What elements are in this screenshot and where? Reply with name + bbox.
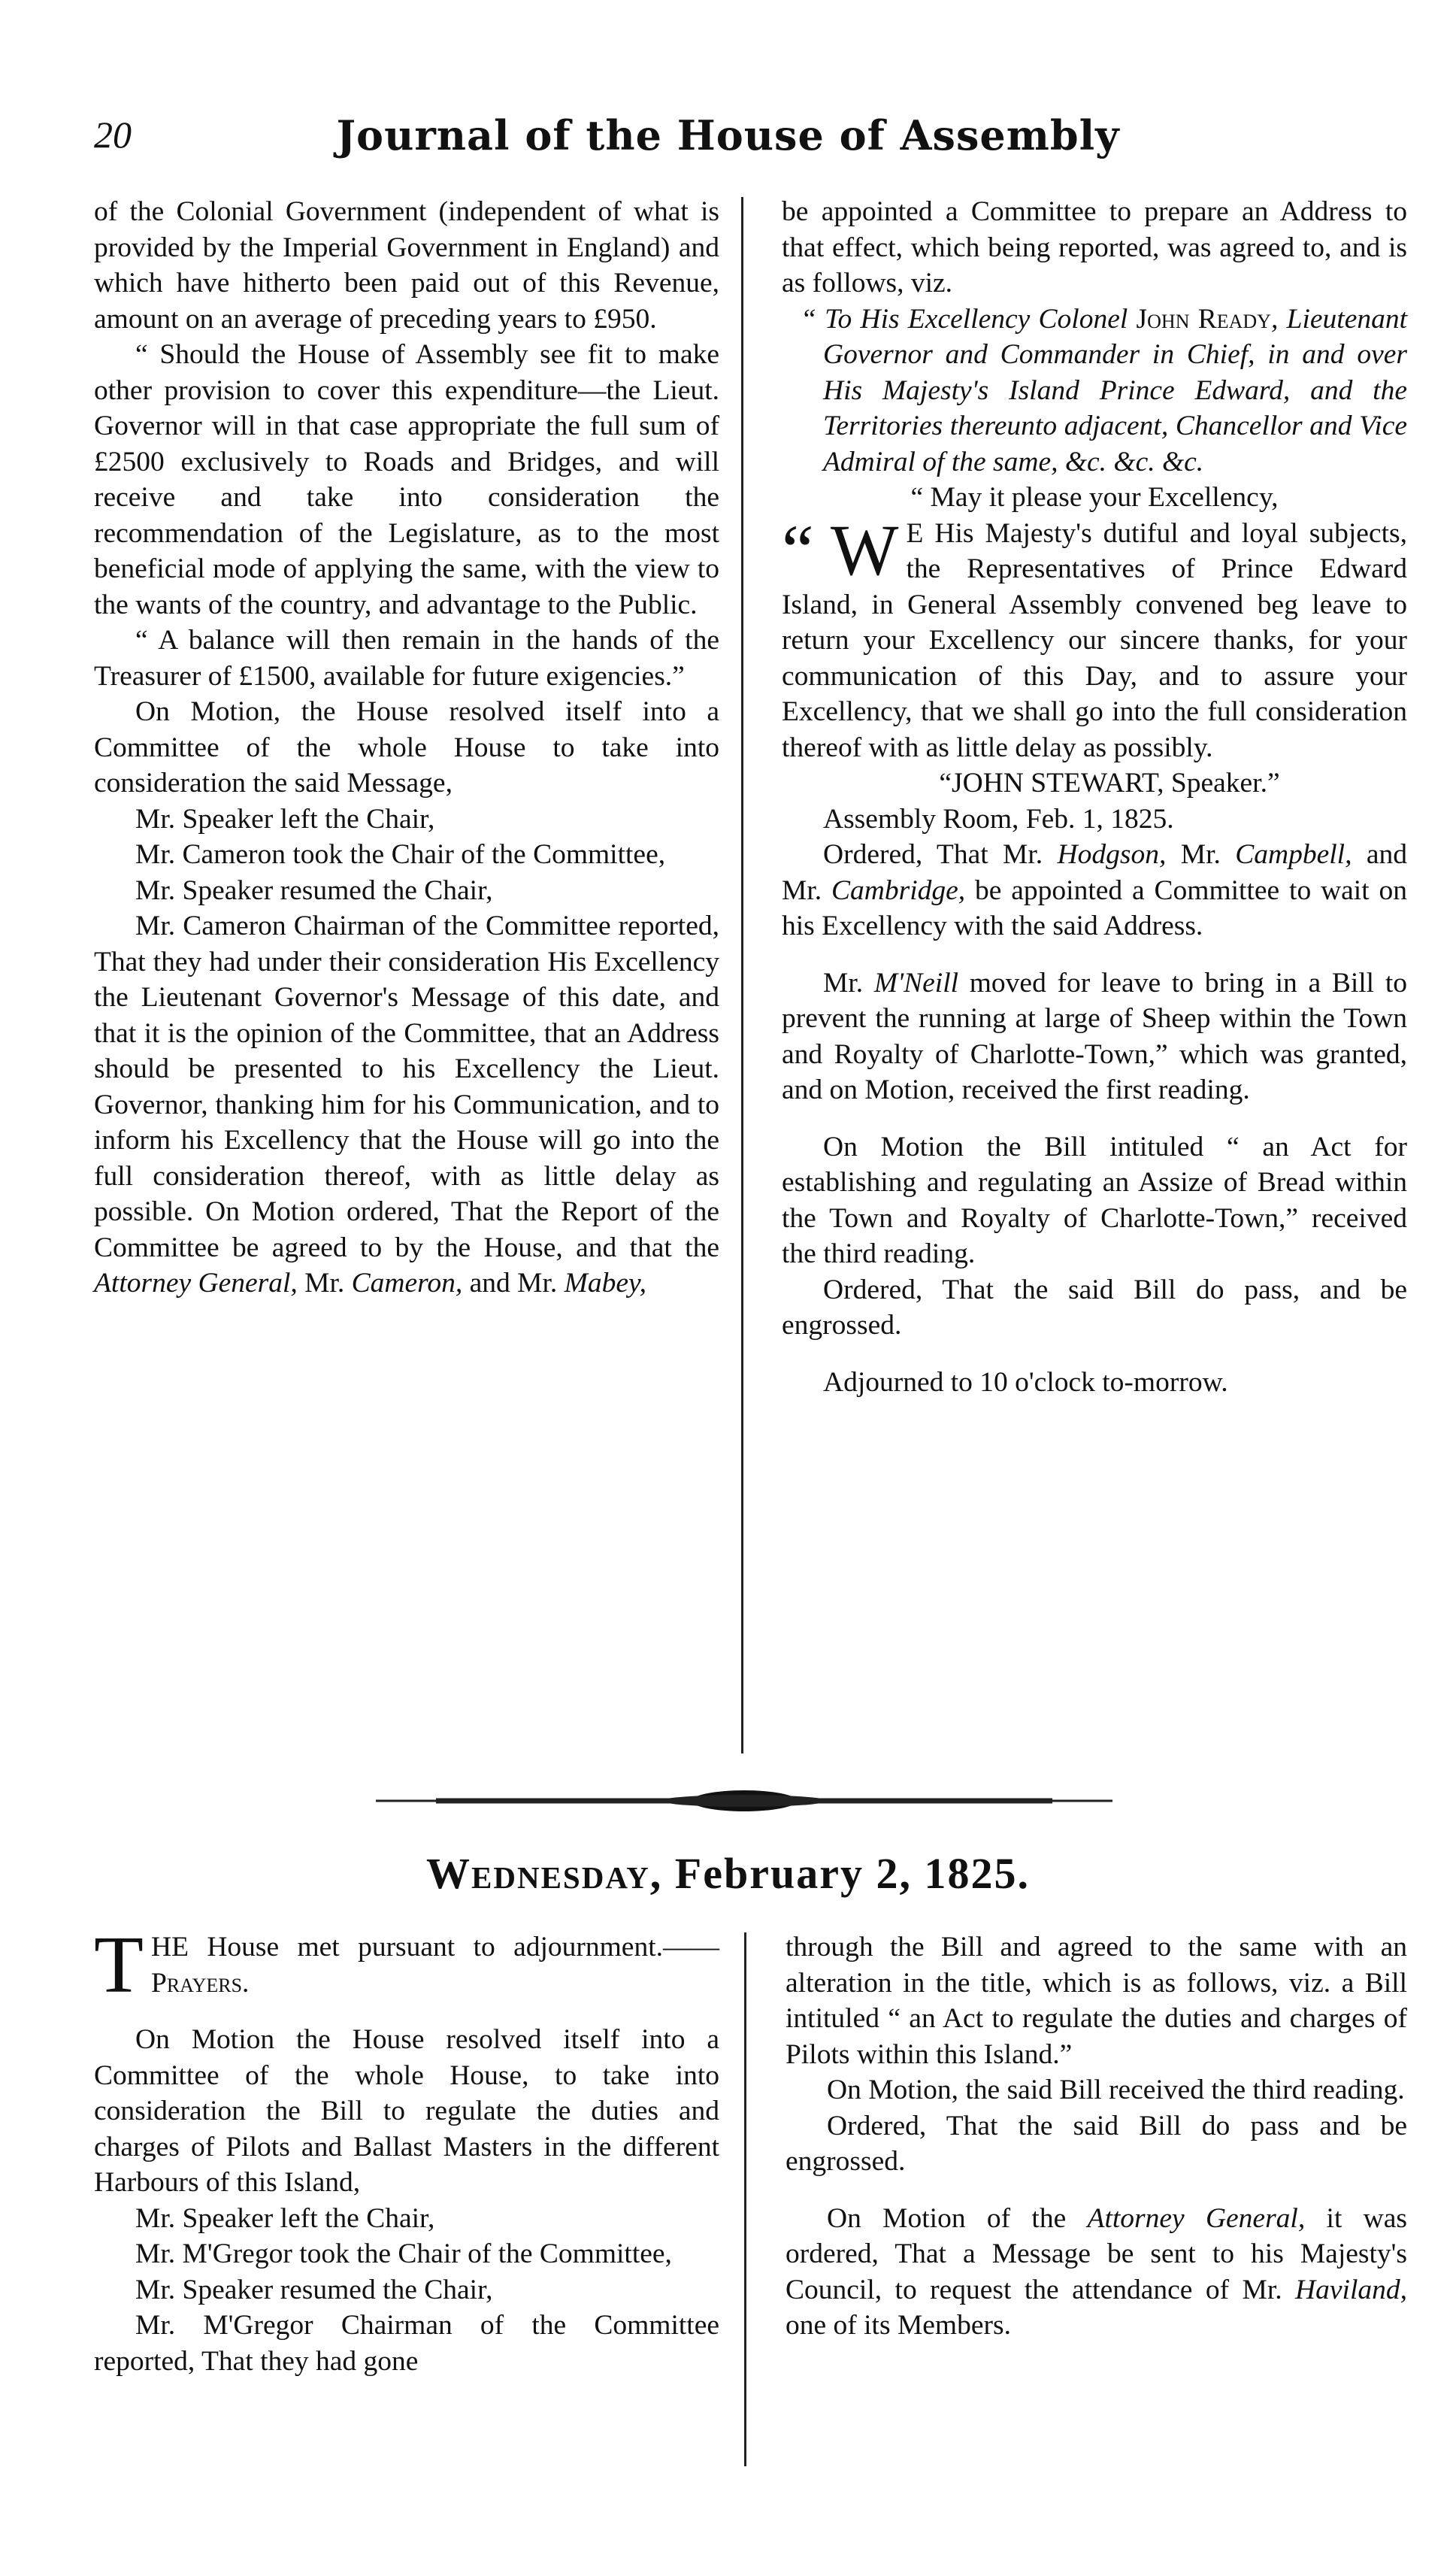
text-run: Mr.: [1166, 839, 1236, 870]
paragraph: On Motion the Bill intituled “ an Act for establishing and regulating an Assize of Bread within the Town and Royalty of Charlotte-Town,” received the third reading.: [782, 1131, 1407, 1269]
text-run: Mr.: [823, 967, 874, 999]
prayers-label: Prayers.: [150, 1967, 250, 1999]
paragraph: Mr. Speaker resumed the Chair,: [135, 2274, 493, 2305]
paragraph: “ A balance will then remain in the hands of the Treasurer of £1500, available for future exigencies.”: [94, 625, 719, 692]
address-heading: [782, 302, 1407, 480]
drop-cap: “ W: [782, 509, 899, 590]
governor-name: John Ready: [1136, 303, 1271, 335]
text-run: it was ordered, That a Message be sent to his Majesty's Council, to request the attendance of Mr.: [786, 2202, 1407, 2305]
bottom-left-column: [94, 1920, 719, 2379]
committee-report-paragraph: [94, 908, 719, 1302]
weekday: Wednesday,: [426, 1849, 663, 1898]
paragraph: Mr. Speaker resumed the Chair,: [135, 874, 493, 906]
paragraph: Mr. M'Gregor Chairman of the Committee reported, That they had gone: [94, 2310, 719, 2377]
text-run: one of its Members.: [786, 2310, 1011, 2341]
drop-cap: T: [94, 1920, 144, 2010]
text-run: “ To His Excellency Colonel: [801, 303, 1137, 335]
opening-paragraph: [94, 1920, 719, 2010]
paragraph: On Motion, the said Bill received the third reading.: [827, 2075, 1405, 2105]
italic-name: Hodgson,: [1057, 839, 1167, 870]
paragraph: “ Should the House of Assembly see fit to make other provision to cover this expenditure—the Lieut. Governor will in that case appropriate the full sum of £2500 exclusively to Roads and Bridges, and will receive and take into consideration the recommendation of the Legislature, as to the most beneficial mode of applying the same, with the view to the wants of the country, and advantage to the Public.: [94, 339, 719, 620]
text-run: be appointed a Committee to wait on his Excellency with the said Address.: [782, 874, 1408, 941]
paragraph: through the Bill and agreed to the same with an alteration in the title, which is as follows, viz. a Bill intituled “ an Act to regulate the duties and charges of Pilots within this Island.”: [786, 1932, 1407, 2070]
adjournment: Adjourned to 10 o'clock to-morrow.: [823, 1366, 1228, 1398]
text-run: On Motion of the: [827, 2202, 1088, 2234]
text-run: Ordered, That Mr.: [823, 839, 1058, 870]
ornamental-rule: [376, 1786, 1112, 1816]
paragraph: Mr. Cameron took the Chair of the Committee,: [135, 839, 666, 870]
paragraph: On Motion, the House resolved itself into a Committee of the whole House to take into consideration the said Message,: [94, 696, 719, 799]
signature: “JOHN STEWART, Speaker.”: [939, 768, 1280, 799]
italic-name: Cambridge,: [831, 874, 966, 906]
italic-name: Haviland,: [1295, 2274, 1407, 2305]
text-run: Mr. Cameron Chairman of the Committee reported, That they had under their consideration His Excellency the Lieutenant Governor's Message of this date, and that it is the opinion of the Committee, that an Address should be presented to his Excellency the Lieut. Governor, thanking him for his Communication, and to inform his Excellency that the House will go into the full consideration thereof, with as little delay as possible. On Motion ordered, That the Report of the Committee be agreed to by the House, and that the: [94, 911, 719, 1263]
text-run: and Mr.: [782, 839, 1407, 906]
address-body: [782, 509, 1407, 766]
page-number: 20: [94, 114, 132, 156]
paragraph: Mr. Speaker left the Chair,: [135, 2202, 435, 2234]
text-run: moved for leave to bring in a Bill to prevent the running at large of Sheep within the Town and Royalty of Charlotte-Town,” which was granted, and on Motion, received the first reading.: [782, 967, 1407, 1105]
salutation: “ May it please your Excellency,: [910, 482, 1279, 513]
paragraph: Mr. Speaker left the Chair,: [135, 803, 435, 835]
column-divider: [744, 1932, 746, 2466]
italic-name: M'Neill: [873, 967, 959, 999]
column-divider: [741, 197, 743, 1753]
top-right-column: [782, 194, 1407, 1400]
bottom-right-column: [786, 1929, 1407, 2344]
page-header: [0, 113, 1456, 173]
italic-name: Attorney General,: [1087, 2202, 1306, 2234]
text-run: , Lieutenant Governor and Commander in Chief, in and over His Majesty's Island Prince Edward, and the Territories thereunto adjacent, Chancellor and Vice Admiral of the same, &c. &c. &c.: [823, 303, 1408, 477]
italic-name: Attorney General,: [94, 1268, 298, 1299]
text-run: and Mr.: [462, 1268, 565, 1299]
place-date: Assembly Room, Feb. 1, 1825.: [823, 803, 1174, 835]
text-run: E His Majesty's dutiful and loyal subjects, the Representatives of Prince Edward Island, in General Assembly convened beg leave to return your Excellency our sincere thanks, for your communication of this Day, and to assure your Excellency, that we shall go into the full consideration thereof with as little delay as possibly.: [782, 517, 1407, 763]
italic-name: Cameron,: [351, 1268, 463, 1299]
italic-name: Mabey,: [564, 1268, 646, 1299]
mcneill-paragraph: [782, 965, 1407, 1108]
text-run: HE House met pursuant to adjournment.——: [150, 1932, 719, 1962]
paragraph: Ordered, That the said Bill do pass and be engrossed.: [786, 2110, 1407, 2177]
paragraph: Ordered, That the said Bill do pass, and be engrossed.: [782, 1274, 1407, 1341]
paragraph: Mr. M'Gregor took the Chair of the Committee,: [135, 2238, 672, 2269]
paragraph: On Motion the House resolved itself into a Committee of the whole House, to take into consideration the Bill to regulate the duties and charges of Pilots and Ballast Masters in the different Harbours of this Island,: [94, 2024, 719, 2198]
running-title: Journal of the House of Assembly: [336, 111, 1120, 159]
italic-name: Campbell,: [1235, 839, 1352, 870]
text-run: Mr.: [297, 1268, 352, 1299]
paragraph: be appointed a Committee to prepare an Address to that effect, which being reported, was agreed to, and is as follows, viz.: [782, 196, 1407, 299]
ordered-paragraph: [782, 837, 1407, 944]
date-heading: [0, 1848, 1456, 1899]
message-paragraph: [786, 2201, 1407, 2344]
date: February 2, 1825.: [674, 1849, 1030, 1898]
paragraph: of the Colonial Government (independent of what is provided by the Imperial Government in England) and which have hitherto been paid out of this Revenue, amount on an average of preceding years to £950.: [94, 196, 719, 335]
top-left-column: [94, 194, 719, 1302]
